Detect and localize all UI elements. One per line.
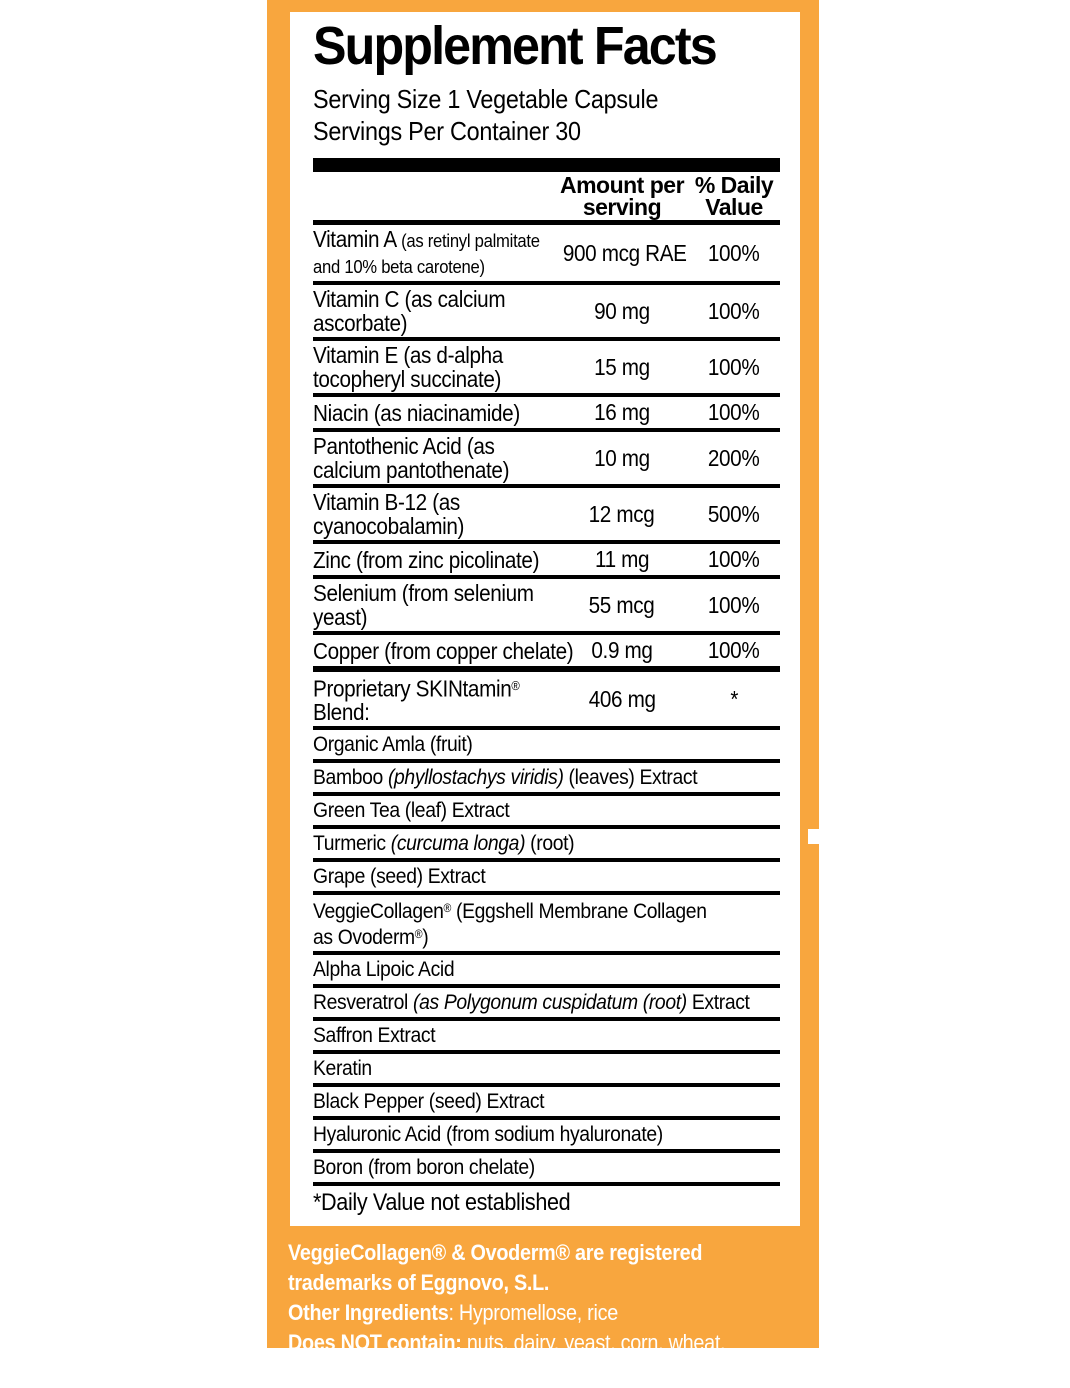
daily-value-footnote: *Daily Value not established [313,1182,780,1220]
column-header-amount [556,174,688,218]
blend-item-green-tea: Green Tea (leaf) Extract [313,792,780,825]
nutrient-row-pantothenic-acid [313,428,780,484]
nutrient-name: Vitamin E (as d-alpha tocopheryl succinate) [313,342,503,392]
blend-item-organic-amla: Organic Amla (fruit) [313,726,780,759]
registered-mark: ® [414,927,423,942]
amount-header-line2: serving [582,194,662,220]
nutrient-name: Vitamin C (as calcium ascorbate) [313,286,506,336]
nutrient-name: Selenium (from selenium yeast) [313,580,534,630]
registered-mark: ® [511,679,520,693]
footer-notes [267,1226,819,1388]
does-not-contain-line2: soy, gluten, preservatives or artificial colors [288,1360,653,1386]
panel-title: Supplement Facts [313,16,716,76]
blend-item-saffron: Saffron Extract [313,1017,780,1050]
nutrient-name: Niacin (as niacinamide) [313,399,520,426]
blend-item-veggiecollagen: VeggieCollagen® (Eggshell Membrane Collagen as Ovoderm®) [313,891,780,951]
trademark-note-line2: trademarks of Eggnovo, S.L. [288,1270,550,1296]
blend-header-row [313,666,780,726]
serving-size-text: Serving Size 1 Vegetable Capsule [313,84,659,114]
nutrient-row-zinc [313,540,780,575]
blend-name: Proprietary SKINtamin® Blend: [313,675,520,726]
blend-item-bamboo: Bamboo (phyllostachys viridis) (leaves) Extract [313,759,780,792]
nutrient-name-text: Vitamin A [313,226,402,252]
blend-daily-value: * [730,685,738,712]
divider-bar [313,158,780,172]
column-header-daily-value [688,174,780,218]
nutrient-daily-value: 100% [708,399,760,425]
nutrient-row-vitamin-b12 [313,484,780,540]
nutrient-row-selenium [313,575,780,631]
nutrient-amount: 0.9 mg [591,637,653,663]
other-ingredients-line: Other Ingredients: Hypromellose, rice [288,1300,619,1326]
nutrient-daily-value: 100% [708,353,760,380]
edge-notch [808,829,819,844]
supplement-facts-panel [290,12,800,1226]
blend-item-keratin: Keratin [313,1050,780,1083]
nutrient-daily-value: 100% [708,297,760,324]
nutrient-name: Zinc (from zinc picolinate) [313,546,540,573]
nutrient-daily-value: 100% [708,546,760,572]
blend-item-alpha-lipoic-acid: Alpha Lipoic Acid [313,951,780,984]
nutrient-amount: 55 mcg [589,591,655,618]
amount-header-line1: Amount per [559,172,685,198]
nutrient-name: Pantothenic Acid (as calcium pantothenate) [313,433,510,483]
blend-item-grape-seed: Grape (seed) Extract [313,858,780,891]
nutrient-daily-value: 100% [708,239,760,266]
serving-size [313,84,780,114]
nutrient-row-niacin [313,393,780,428]
blend-name-text: Proprietary SKINtamin [313,675,512,702]
registered-mark: ® [443,901,452,916]
column-headers [313,172,780,225]
nutrient-daily-value: 200% [708,444,760,471]
nutrient-amount: 900 mcg RAE [562,239,687,266]
dv-header-line2: Value [705,194,763,220]
trademark-note-line1: VeggieCollagen® & Ovoderm® are registered [288,1240,703,1266]
nutrient-amount: 12 mcg [589,500,655,527]
servings-per-container [313,116,780,146]
nutrient-name: Vitamin B-12 (as cyanocobalamin) [313,489,465,539]
nutrient-name: Copper (from copper chelate) [313,637,574,664]
nutrient-name-detail: (as retinyl palmitate [401,230,540,251]
nutrient-amount: 16 mg [594,399,650,425]
does-not-contain-line1: Does NOT contain: nuts, dairy, yeast, corn, wheat, [288,1330,726,1356]
dv-header-line1: % Daily [694,172,774,198]
blend-item-boron: Boron (from boron chelate) [313,1149,780,1182]
nutrient-daily-value: 100% [708,591,760,618]
nutrient-amount: 15 mg [594,353,650,380]
blend-amount: 406 mg [588,685,656,712]
nutrient-amount: 90 mg [594,297,650,324]
blend-item-hyaluronic-acid: Hyaluronic Acid (from sodium hyaluronate) [313,1116,780,1149]
nutrient-amount: 10 mg [594,444,650,471]
nutrient-row-vitamin-a [313,225,780,281]
blend-item-resveratrol: Resveratrol (as Polygonum cuspidatum (root) Extract [313,984,780,1017]
nutrient-name [313,227,556,279]
blend-item-turmeric: Turmeric (curcuma longa) (root) [313,825,780,858]
nutrient-amount: 11 mg [594,546,650,572]
nutrient-daily-value: 500% [708,500,760,527]
nutrient-row-vitamin-c [313,281,780,337]
nutrient-name-detail: and 10% beta carotene) [313,256,485,277]
nutrient-row-copper [313,631,780,666]
blend-item-black-pepper: Black Pepper (seed) Extract [313,1083,780,1116]
servings-per-container-text: Servings Per Container 30 [313,116,581,146]
label-background [267,0,819,1386]
nutrient-row-vitamin-e [313,337,780,393]
nutrient-daily-value: 100% [708,637,760,663]
